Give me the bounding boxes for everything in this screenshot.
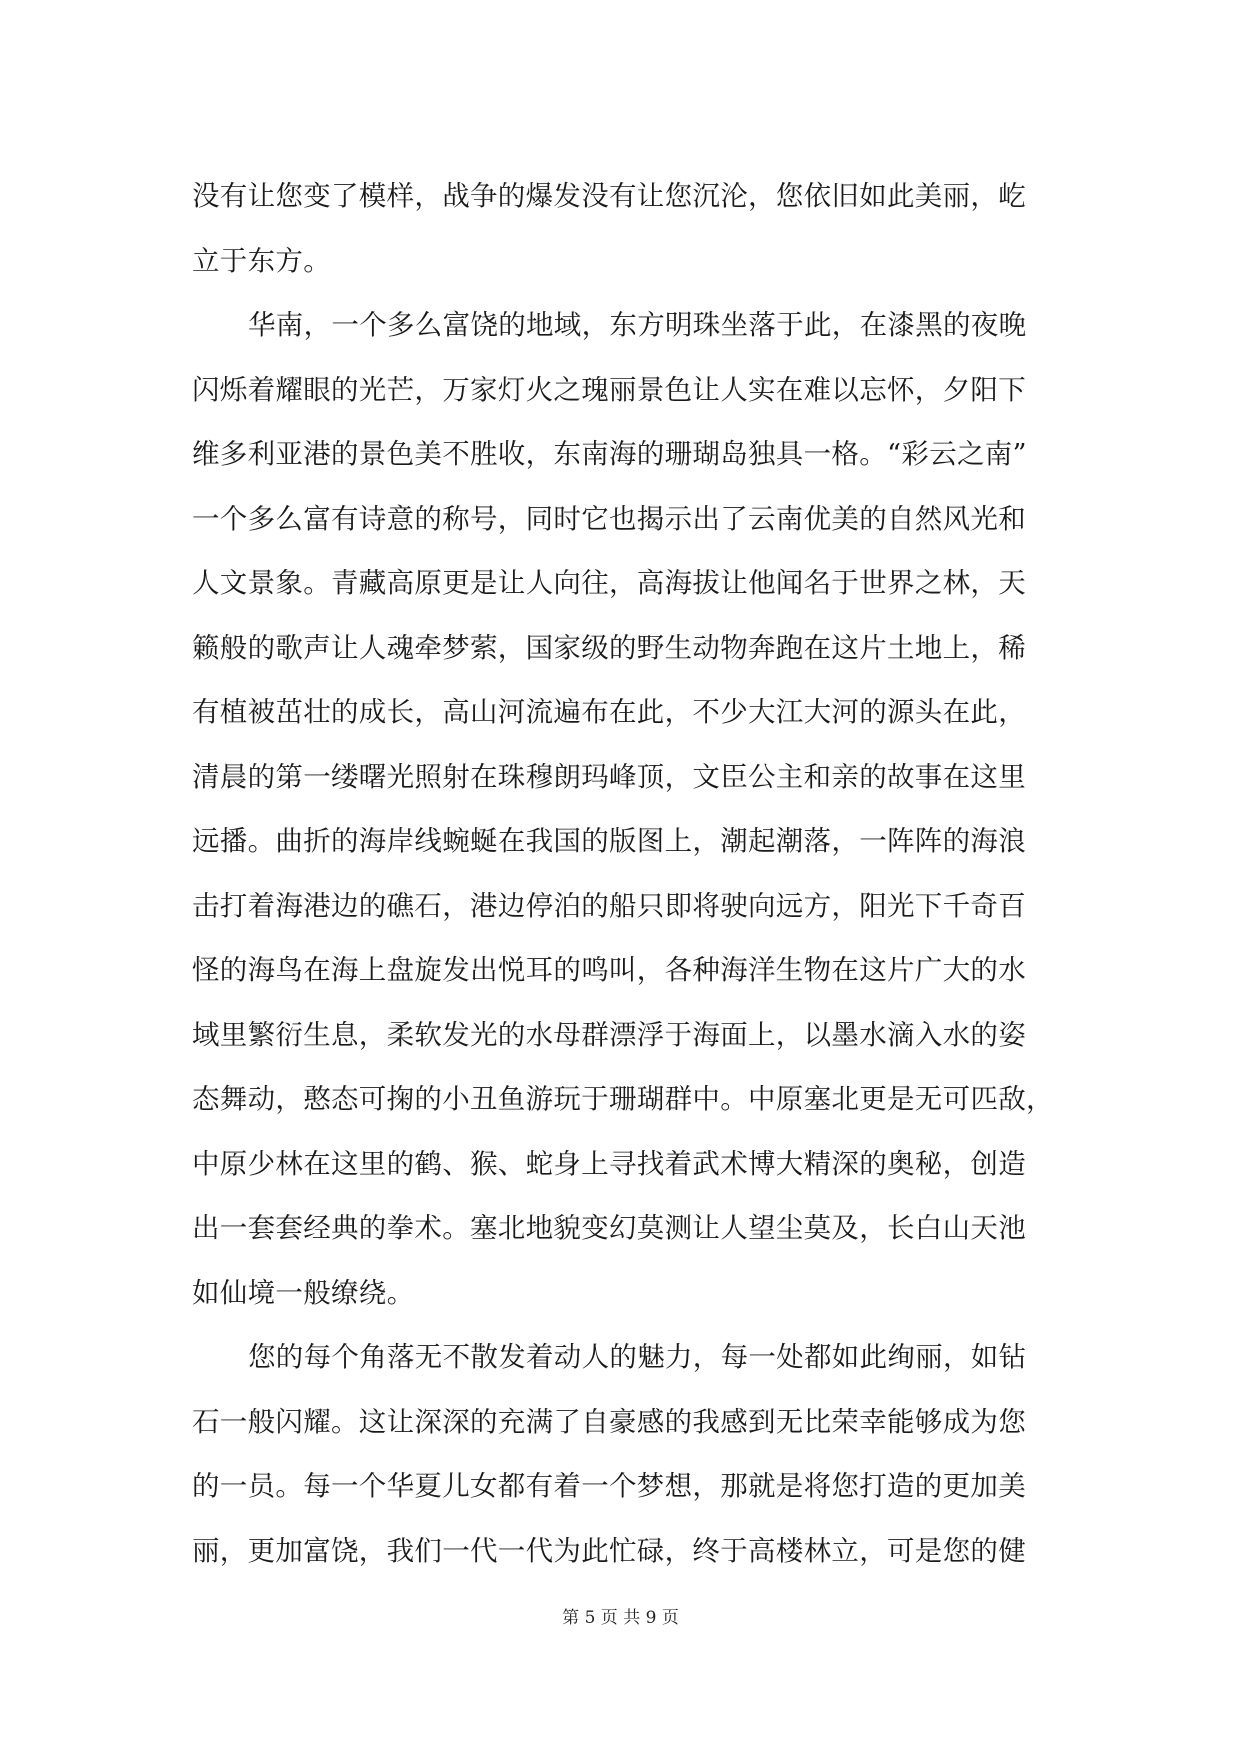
paragraph-line: 有植被茁壮的成长，高山河流遍布在此，不少大江大河的源头在此， [192, 696, 1026, 728]
paragraph-line: 域里繁衍生息，柔软发光的水母群漂浮于海面上，以墨水滴入水的姿 [192, 1018, 1026, 1051]
paragraph-line: 维多利亚港的景色美不胜收，东南海的珊瑚岛独具一格。“彩云之南” [192, 438, 1027, 470]
paragraph-line: 如仙境一般缭绕。 [192, 1276, 415, 1309]
paragraph-line: 清晨的第一缕曙光照射在珠穆朗玛峰顶，文臣公主和亲的故事在这里 [192, 760, 1026, 793]
page-number-footer: 第 5 页 共 9 页 [562, 1608, 679, 1628]
paragraph-line: 石一般闪耀。这让深深的充满了自豪感的我感到无比荣幸能够成为您 [192, 1405, 1026, 1438]
paragraph-first-line: 您的每个角落无不散发着动人的魅力，每一处都如此绚丽，如钻 [248, 1341, 1027, 1373]
paragraph-first-line: 华南，一个多么富饶的地域，东方明珠坐落于此，在漆黑的夜晚 [248, 309, 1027, 341]
paragraph-line: 远播。曲折的海岸线蜿蜒在我国的版图上，潮起潮落，一阵阵的海浪 [192, 825, 1026, 857]
paragraph-line: 籁般的歌声让人魂牵梦萦，国家级的野生动物奔跑在这片土地上，稀 [192, 631, 1026, 664]
body-text [192, 164, 1054, 1583]
paragraph-line: 怪的海鸟在海上盘旋发出悦耳的鸣叫，各种海洋生物在这片广大的水 [192, 954, 1026, 986]
paragraph-line: 出一套套经典的拳术。塞北地貌变幻莫测让人望尘莫及，长白山天池 [192, 1212, 1026, 1244]
paragraph-line: 丽，更加富饶，我们一代一代为此忙碌，终于高楼林立，可是您的健 [192, 1534, 1026, 1567]
paragraph-line: 人文景象。青藏高原更是让人向往，高海拔让他闻名于世界之林，天 [192, 567, 1026, 599]
paragraph-line: 的一员。每一个华夏儿女都有着一个梦想，那就是将您打造的更加美 [192, 1470, 1026, 1502]
paragraph-line: 没有让您变了模样，战争的爆发没有让您沉沦，您依旧如此美丽，屹 [192, 180, 1026, 212]
paragraph-line: 中原少林在这里的鹤、猴、蛇身上寻找着武术博大精深的奥秘，创造 [192, 1147, 1026, 1180]
paragraph-line: 一个多么富有诗意的称号，同时它也揭示出了云南优美的自然风光和 [192, 502, 1026, 535]
paragraph-line: 态舞动，憨态可掬的小丑鱼游玩于珊瑚群中。中原塞北更是无可匹敌， [192, 1083, 1054, 1115]
paragraph-line: 击打着海港边的礁石，港边停泊的船只即将驶向远方，阳光下千奇百 [192, 889, 1026, 922]
paragraph-line: 闪烁着耀眼的光芒，万家灯火之瑰丽景色让人实在难以忘怀，夕阳下 [192, 373, 1026, 406]
paragraph-line: 立于东方。 [192, 244, 331, 277]
